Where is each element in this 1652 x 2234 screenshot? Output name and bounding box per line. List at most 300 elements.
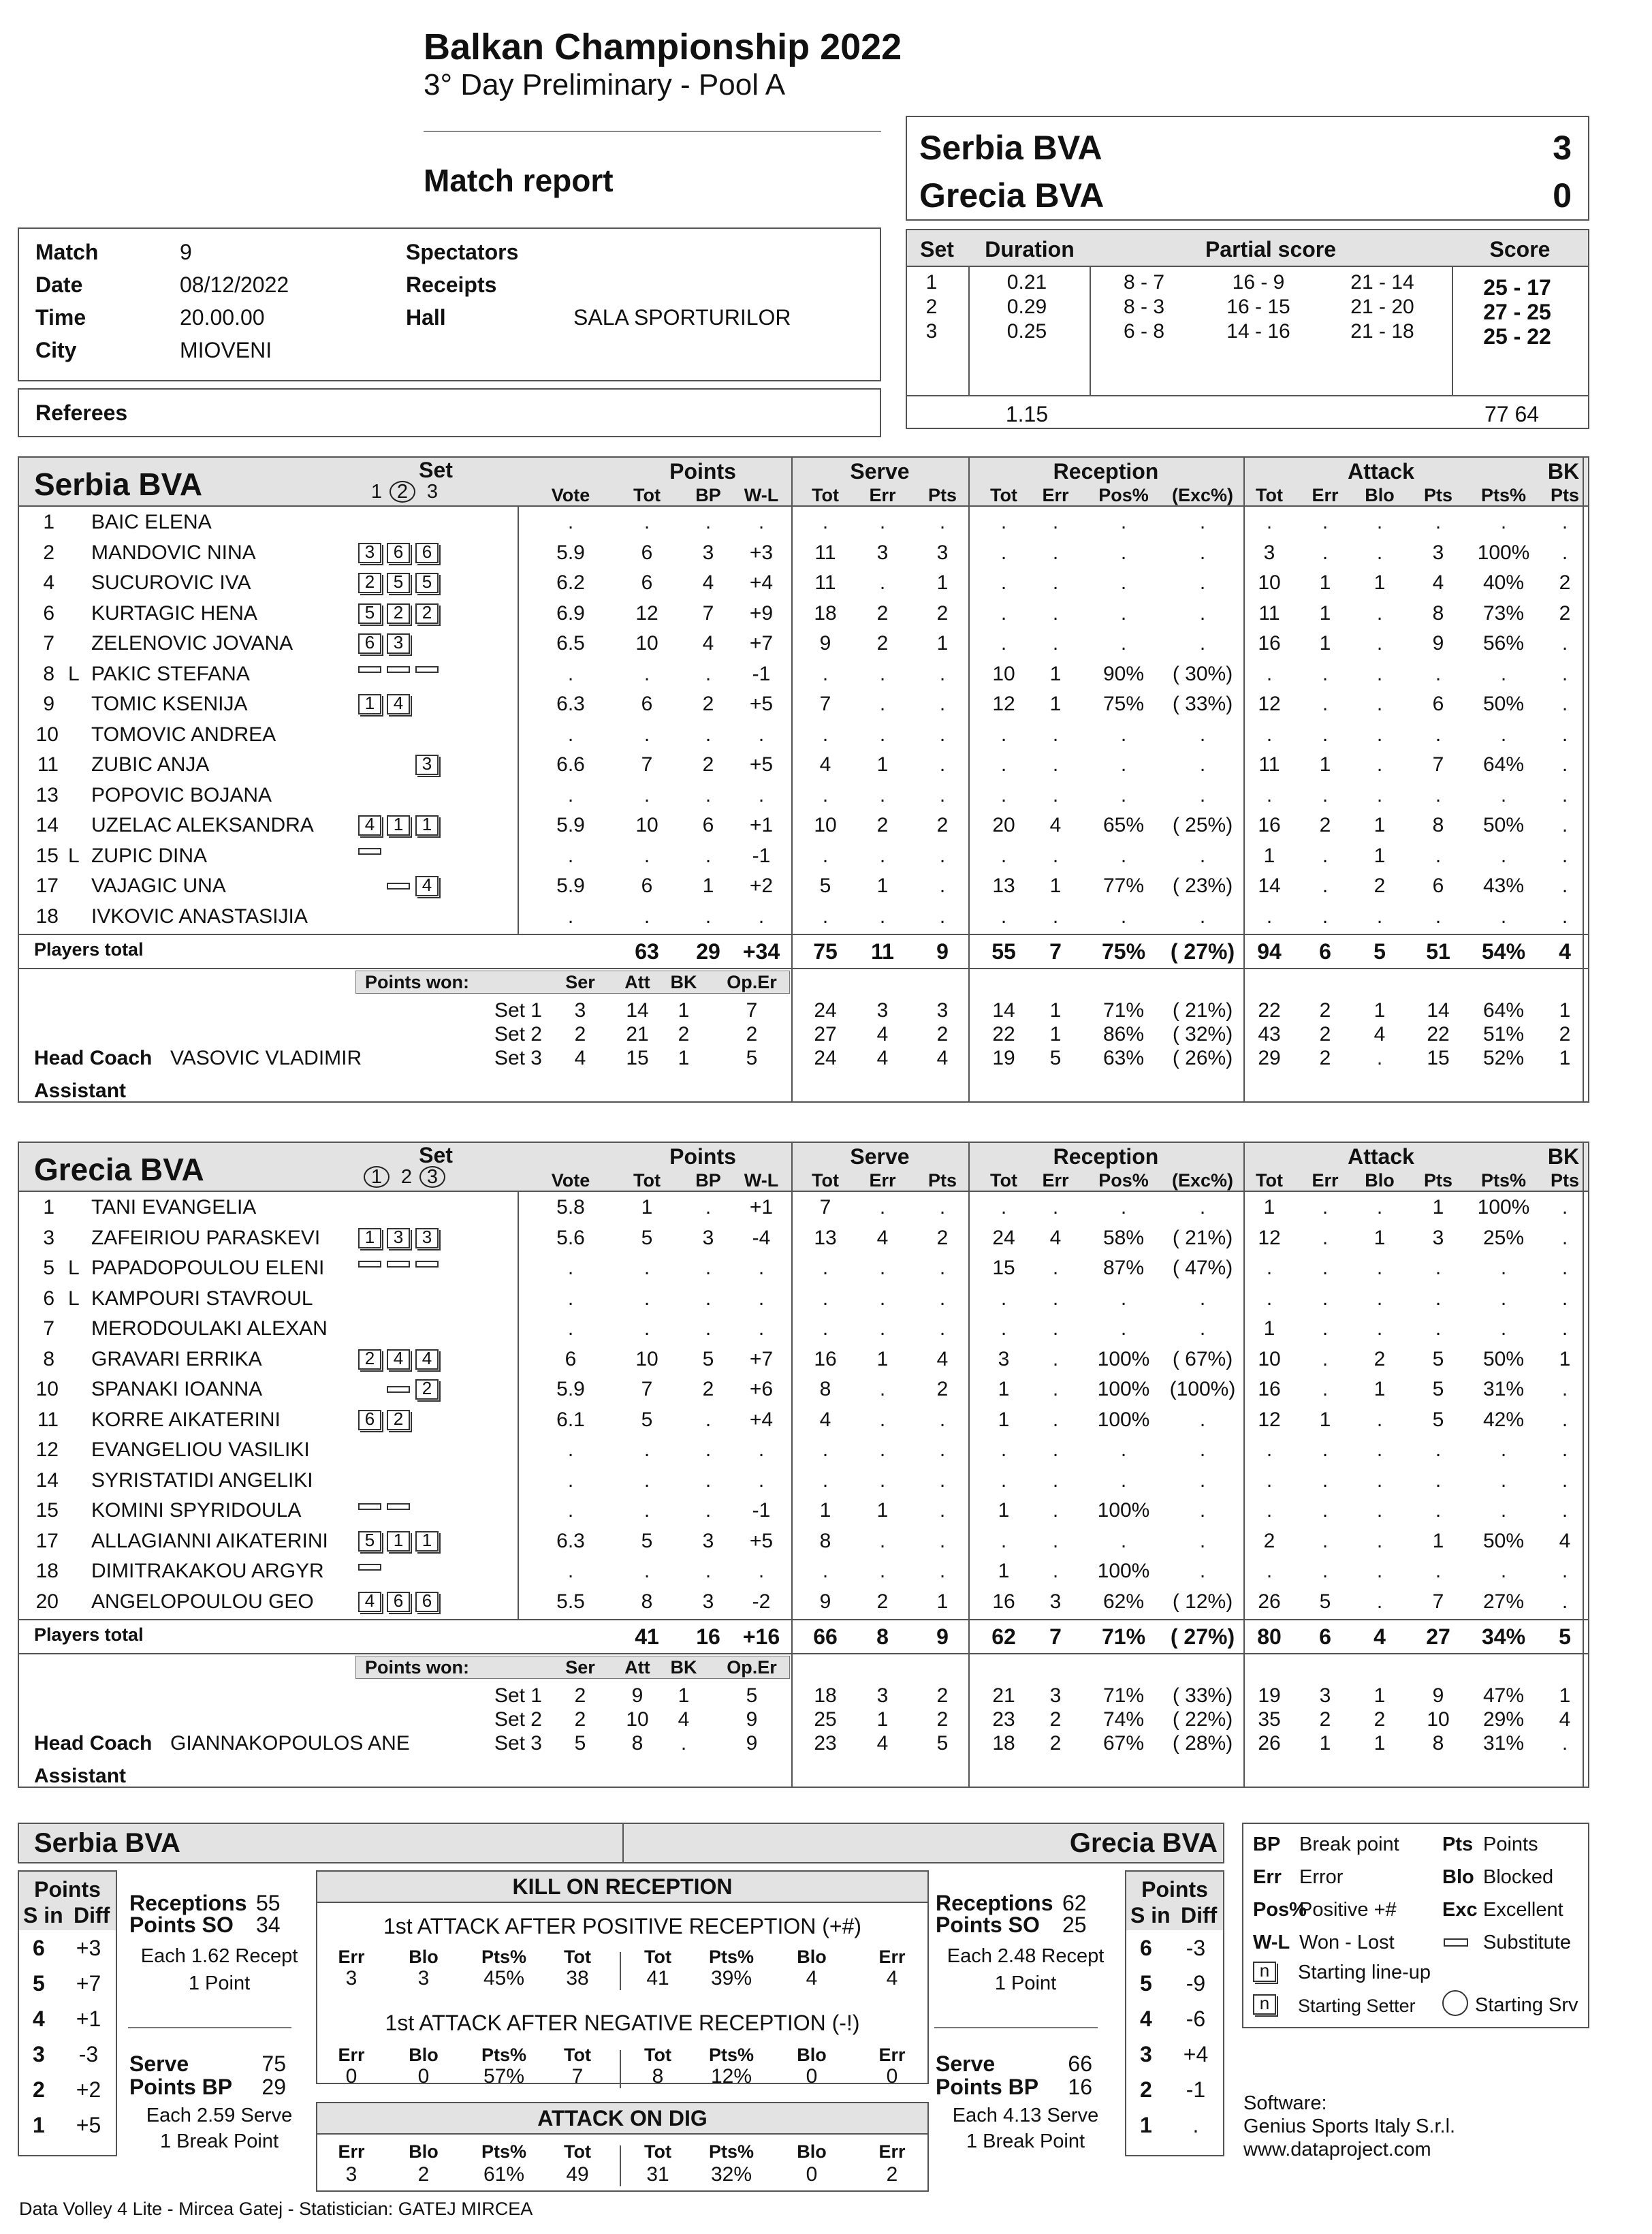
stat-r-pos: . xyxy=(1120,541,1127,564)
stat-s-tot: 9 xyxy=(819,1590,831,1613)
stat-bp: 2 xyxy=(702,1378,714,1400)
referees-label: Referees xyxy=(35,400,128,425)
set-stat-s-pts: 3 xyxy=(936,999,949,1022)
subheader-vote: Vote xyxy=(551,485,590,505)
points-won-col: Att xyxy=(624,972,650,992)
col-divider xyxy=(791,1142,793,1788)
stat-vote: . xyxy=(567,1468,574,1492)
set-stat-s-tot: 24 xyxy=(814,999,837,1022)
player-name: ZELENOVIC JOVANA xyxy=(91,632,293,655)
player-name: POPOVIC BOJANA xyxy=(91,783,272,806)
stat-s-pts: 1 xyxy=(936,632,949,655)
stat-r-exc: . xyxy=(1199,601,1206,625)
stat-a-tot: . xyxy=(1266,1468,1273,1492)
libero-flag: L xyxy=(68,1257,80,1279)
set-stat-a-tot: 35 xyxy=(1258,1708,1281,1731)
stat-bk: . xyxy=(1561,632,1568,655)
set-number-3: 3 xyxy=(426,481,439,503)
dig-col-header: Pts% xyxy=(708,2141,754,2162)
stat-a-tot: 16 xyxy=(1258,814,1281,836)
subheader-err: Err xyxy=(1312,1170,1339,1191)
subheader-tot: Tot xyxy=(633,485,661,505)
stat-s-tot: 13 xyxy=(814,1226,837,1249)
stat-a-pct: 43% xyxy=(1482,875,1525,897)
referees-box xyxy=(18,388,881,437)
dig-value: 0 xyxy=(806,2163,818,2186)
subheader-bp: BP xyxy=(695,1170,721,1191)
stat-wl: . xyxy=(758,1287,765,1310)
set-row-label: Set 2 xyxy=(494,1023,542,1045)
dig-value: 32% xyxy=(710,2163,752,2186)
set-stat-a-pct: 31% xyxy=(1482,1732,1525,1755)
kill-value: 8 xyxy=(652,2065,664,2088)
set-number-2: 2 xyxy=(390,481,415,503)
home-away-separator xyxy=(620,1952,621,1990)
player-number: 6 xyxy=(43,1287,54,1310)
serve-value: 66 xyxy=(1068,2051,1092,2076)
player-set-positions xyxy=(358,694,444,714)
set-stat-a-blo: . xyxy=(1376,1047,1383,1069)
set-stat-s-pts: 2 xyxy=(936,1023,949,1045)
starting-position: 6 xyxy=(387,1592,410,1612)
set-number: 1 xyxy=(925,271,938,294)
stat-wl: +3 xyxy=(749,541,774,564)
set-stat-a-err: 3 xyxy=(1319,1684,1331,1707)
stat-r-tot: 3 xyxy=(998,1347,1010,1370)
s-in-value: 1 xyxy=(1140,2113,1152,2137)
stat-bk: . xyxy=(1561,1378,1568,1400)
stat-a-blo: . xyxy=(1376,723,1383,746)
points-label: Points xyxy=(34,1877,101,1902)
stat-s-pts: . xyxy=(939,1499,946,1522)
points-won-col: Att xyxy=(624,1657,650,1678)
starting-serve-circle-icon xyxy=(1442,1990,1468,2016)
player-number: 15 xyxy=(35,1499,59,1522)
set-stat-a-blo: 1 xyxy=(1373,1732,1386,1755)
set-stat-r-tot: 14 xyxy=(992,999,1015,1022)
stat-tot: . xyxy=(644,1257,650,1279)
stat-s-tot: 16 xyxy=(814,1347,837,1370)
total-a-tot: 80 xyxy=(1257,1624,1282,1649)
partial-8: 8 - 7 xyxy=(1123,271,1165,294)
stat-r-pos: 100% xyxy=(1097,1347,1150,1370)
stat-a-blo: 2 xyxy=(1373,1347,1386,1370)
stat-a-pct: . xyxy=(1500,662,1507,685)
substitute-marker xyxy=(358,848,381,855)
points-bp-label: Points BP xyxy=(129,2075,233,2099)
stat-bp: . xyxy=(705,662,712,685)
starting-position: 4 xyxy=(387,694,410,714)
stat-r-tot: . xyxy=(1000,1468,1007,1492)
stat-tot: . xyxy=(644,1499,650,1522)
stat-a-blo: . xyxy=(1376,1317,1383,1340)
set-stat-oper: 7 xyxy=(746,999,758,1022)
stat-r-exc: . xyxy=(1199,1468,1206,1492)
kill-value: 7 xyxy=(571,2065,584,2088)
stat-r-tot: . xyxy=(1000,1529,1007,1552)
set-stat-s-err: 4 xyxy=(876,1732,889,1755)
stat-bk: . xyxy=(1561,1317,1568,1340)
stat-vote: . xyxy=(567,844,574,867)
partial-8: 6 - 8 xyxy=(1123,320,1165,343)
set-stat-a-blo: 1 xyxy=(1373,1684,1386,1707)
stat-tot: 5 xyxy=(641,1408,653,1431)
total-a-err: 6 xyxy=(1319,939,1331,964)
stat-bk: . xyxy=(1561,1257,1568,1279)
set-stat-ser: 3 xyxy=(574,999,586,1022)
title-divider xyxy=(424,131,881,132)
player-name: TOMIC KSENIJA xyxy=(91,693,248,715)
total-a-pct: 34% xyxy=(1481,1624,1526,1649)
s-in-value: 1 xyxy=(33,2113,45,2137)
stat-tot: . xyxy=(644,844,650,867)
stat-r-tot: 12 xyxy=(992,693,1015,715)
stat-a-tot: 1 xyxy=(1263,844,1275,867)
stat-a-tot: 16 xyxy=(1258,632,1281,655)
stat-a-tot: . xyxy=(1266,511,1273,533)
serve-label: Serve xyxy=(129,2051,189,2076)
stat-a-pts: . xyxy=(1435,844,1442,867)
stat-a-pts: 3 xyxy=(1432,541,1444,564)
legend-value: Points xyxy=(1483,1834,1538,1855)
stat-r-exc: . xyxy=(1199,632,1206,655)
stat-bp: 5 xyxy=(702,1347,714,1370)
head-coach-name: GIANNAKOPOULOS ANE xyxy=(170,1732,410,1755)
diff-value: -1 xyxy=(1186,2077,1206,2102)
stat-s-err: . xyxy=(879,1560,886,1582)
stat-r-tot: . xyxy=(1000,632,1007,655)
legend-key: Pts xyxy=(1442,1834,1474,1855)
substitute-marker xyxy=(387,883,410,890)
stat-vote: 6.5 xyxy=(556,632,585,655)
starting-setter-icon xyxy=(1253,1994,1279,2015)
stat-r-exc: . xyxy=(1199,844,1206,867)
time-label: Time xyxy=(35,305,86,330)
set-stat-a-err: 1 xyxy=(1319,1732,1331,1755)
set-stat-s-tot: 23 xyxy=(814,1732,837,1755)
match-date: 08/12/2022 xyxy=(180,272,289,297)
stat-a-pts: . xyxy=(1435,662,1442,685)
stat-r-exc: . xyxy=(1199,783,1206,806)
stat-a-pct: . xyxy=(1500,1438,1507,1461)
player-name: SPANAKI IOANNA xyxy=(91,1378,263,1400)
stat-r-err: 4 xyxy=(1049,1226,1062,1249)
stat-r-tot: . xyxy=(1000,601,1007,625)
set-stat-att: 8 xyxy=(631,1732,644,1755)
stat-r-exc: . xyxy=(1199,723,1206,746)
player-number: 13 xyxy=(35,783,59,806)
set-stat-a-pts: 22 xyxy=(1427,1023,1450,1045)
stat-s-err: 2 xyxy=(876,814,889,836)
kill-col-header: Tot xyxy=(564,2045,591,2065)
stat-bk: . xyxy=(1561,1590,1568,1613)
stat-bp: . xyxy=(705,1499,712,1522)
set-number-3: 3 xyxy=(419,1166,445,1188)
legend-key: Err xyxy=(1253,1866,1282,1888)
player-set-positions xyxy=(358,1440,444,1452)
stat-bk: . xyxy=(1561,783,1568,806)
stat-s-pts: 1 xyxy=(936,571,949,594)
stat-a-pts: . xyxy=(1435,1499,1442,1522)
set-stat-r-tot: 22 xyxy=(992,1023,1015,1045)
stat-bk: . xyxy=(1561,1468,1568,1492)
stat-r-pos: . xyxy=(1120,1196,1127,1218)
set-stat-oper: 9 xyxy=(746,1708,758,1731)
stat-tot: . xyxy=(644,783,650,806)
stat-bp: . xyxy=(705,1317,712,1340)
partial-score-header: Partial score xyxy=(1205,237,1337,262)
stat-a-blo: . xyxy=(1376,1408,1383,1431)
stat-s-tot: 4 xyxy=(819,1408,831,1431)
stat-s-tot: 4 xyxy=(819,753,831,776)
stat-r-pos: . xyxy=(1120,844,1127,867)
legend-value: Blocked xyxy=(1483,1866,1554,1888)
starting-position: 6 xyxy=(415,543,439,563)
starting-position: 4 xyxy=(415,876,439,896)
serve-header: Serve xyxy=(850,459,910,484)
total-r-tot: 62 xyxy=(991,1624,1016,1649)
receptions-value: 55 xyxy=(256,1891,281,1915)
stat-vote: 5.6 xyxy=(556,1226,585,1249)
divider xyxy=(1090,266,1091,395)
subheader-pts: Pts xyxy=(927,1170,957,1191)
stat-s-tot: 1 xyxy=(819,1499,831,1522)
team-name: Grecia BVA xyxy=(34,1152,204,1187)
stat-a-err: . xyxy=(1322,1347,1329,1370)
starting-setter-marker: n xyxy=(1253,1994,1276,2015)
total-s-tot: 66 xyxy=(813,1624,838,1649)
starting-position: 3 xyxy=(415,1228,439,1248)
stat-s-err: 2 xyxy=(876,601,889,625)
player-number: 1 xyxy=(43,511,54,533)
spectators-label: Spectators xyxy=(406,240,519,264)
player-number: 7 xyxy=(43,1317,54,1340)
subheader-blo: Blo xyxy=(1365,1170,1395,1191)
stat-vote: . xyxy=(567,662,574,685)
player-name: UZELAC ALEKSANDRA xyxy=(91,814,314,836)
stat-s-tot: . xyxy=(822,511,829,533)
stat-bk: . xyxy=(1561,904,1568,928)
dig-col-header: Err xyxy=(878,2141,906,2162)
total-a-blo: 4 xyxy=(1373,1624,1386,1649)
stat-a-pts: 5 xyxy=(1432,1408,1444,1431)
head-coach-name: VASOVIC VLADIMIR xyxy=(170,1047,362,1069)
points-so-value: 34 xyxy=(256,1913,281,1937)
set-stat-s-err: 4 xyxy=(876,1047,889,1069)
substitute-marker xyxy=(358,1503,381,1510)
set-stat-r-pos: 71% xyxy=(1102,999,1145,1022)
set-stat-a-err: 2 xyxy=(1319,1708,1331,1731)
stat-wl: +5 xyxy=(749,1529,774,1552)
set-stat-bkp: . xyxy=(1561,1732,1568,1755)
diff-value: +5 xyxy=(76,2113,101,2137)
stat-s-tot: 8 xyxy=(819,1529,831,1552)
total-duration: 1.15 xyxy=(1005,402,1049,426)
stat-s-err: 1 xyxy=(876,875,889,897)
stat-a-tot: . xyxy=(1266,1257,1273,1279)
starting-position: 1 xyxy=(387,815,410,836)
set-score: 25 - 17 xyxy=(1483,275,1551,300)
player-name: GRAVARI ERRIKA xyxy=(91,1347,262,1370)
legend-value: Excellent xyxy=(1483,1899,1563,1921)
starting-position: 2 xyxy=(415,603,439,624)
stat-tot: . xyxy=(644,662,650,685)
stat-tot: . xyxy=(644,1468,650,1492)
player-set-positions xyxy=(358,1470,444,1483)
reception-header: Reception xyxy=(1053,459,1159,484)
stat-bk: . xyxy=(1561,1196,1568,1218)
stat-a-pct: . xyxy=(1500,783,1507,806)
player-number: 18 xyxy=(35,904,59,928)
stat-wl: . xyxy=(758,1438,765,1461)
stat-r-exc: ( 30%) xyxy=(1172,662,1233,685)
set-stat-r-exc: ( 32%) xyxy=(1172,1023,1233,1045)
stat-tot: 6 xyxy=(641,875,653,897)
starting-position: 6 xyxy=(415,1592,439,1612)
stat-a-pts: . xyxy=(1435,1560,1442,1582)
player-set-positions xyxy=(358,1349,444,1370)
kill-col-header: Err xyxy=(338,1947,365,1967)
stat-r-tot: . xyxy=(1000,844,1007,867)
set-stat-att: 9 xyxy=(631,1684,644,1707)
stat-a-pct: 50% xyxy=(1482,1347,1525,1370)
substitute-icon xyxy=(1444,1938,1468,1947)
software-label: Software: xyxy=(1243,2092,1327,2114)
stat-r-err: . xyxy=(1052,1317,1059,1340)
stat-bp: 3 xyxy=(702,541,714,564)
stat-r-pos: 75% xyxy=(1102,693,1145,715)
set-stat-r-err: 1 xyxy=(1049,1023,1062,1045)
stat-r-exc: . xyxy=(1199,1499,1206,1522)
duration-header: Duration xyxy=(985,237,1075,262)
stat-tot: 7 xyxy=(641,753,653,776)
one-point: 1 Point xyxy=(188,1972,251,1994)
player-number: 3 xyxy=(43,1226,54,1249)
set-row-label: Set 3 xyxy=(494,1732,542,1755)
stat-a-err: . xyxy=(1322,1287,1329,1310)
stat-vote: 5.8 xyxy=(556,1196,585,1218)
stat-a-tot: 3 xyxy=(1263,541,1275,564)
stat-vote: 6.3 xyxy=(556,1529,585,1552)
diff-value: +2 xyxy=(76,2077,101,2102)
set-stat-r-exc: ( 28%) xyxy=(1172,1732,1233,1755)
set-stat-r-exc: ( 22%) xyxy=(1172,1708,1233,1731)
stat-a-pct: 31% xyxy=(1482,1378,1525,1400)
stat-bp: 6 xyxy=(702,814,714,836)
stat-bk: . xyxy=(1561,693,1568,715)
set-stat-a-pct: 64% xyxy=(1482,999,1525,1022)
stat-bk: . xyxy=(1561,1287,1568,1310)
total-wl: +16 xyxy=(742,1624,780,1649)
stat-r-tot: 24 xyxy=(992,1226,1015,1249)
player-set-positions xyxy=(358,1531,444,1552)
stat-a-tot: 11 xyxy=(1258,753,1280,776)
home-away-separator xyxy=(620,2145,621,2186)
stat-s-pts: 3 xyxy=(936,541,949,564)
subheader-err: Err xyxy=(1042,485,1069,505)
set-stat-att: 14 xyxy=(626,999,649,1022)
player-number: 18 xyxy=(35,1560,59,1582)
set-stat-a-tot: 19 xyxy=(1258,1684,1281,1707)
stat-wl: +1 xyxy=(749,1196,774,1218)
stat-a-blo: 1 xyxy=(1373,1226,1386,1249)
set-number-2: 2 xyxy=(400,1166,413,1188)
negative-attack-title: 1st ATTACK AFTER NEGATIVE RECEPTION (-!) xyxy=(385,2011,860,2035)
stat-s-tot: . xyxy=(822,662,829,685)
starting-position: 5 xyxy=(415,573,439,593)
positive-attack-title: 1st ATTACK AFTER POSITIVE RECEPTION (+#) xyxy=(383,1914,862,1938)
stat-s-err: . xyxy=(879,904,886,928)
stat-r-exc: ( 12%) xyxy=(1172,1590,1233,1613)
software-site: www.dataproject.com xyxy=(1243,2139,1431,2160)
player-name: DIMITRAKAKOU ARGYR xyxy=(91,1560,324,1582)
stat-tot: . xyxy=(644,1560,650,1582)
stat-a-err: . xyxy=(1322,1468,1329,1492)
stat-r-pos: 77% xyxy=(1102,875,1145,897)
set-stat-r-pos: 63% xyxy=(1102,1047,1145,1069)
set-stat-bk: 1 xyxy=(678,1047,690,1069)
set-stat-ser: 5 xyxy=(574,1732,586,1755)
stat-s-err: . xyxy=(879,1196,886,1218)
set-stat-r-err: 2 xyxy=(1049,1708,1062,1731)
subheader-tot: Tot xyxy=(1256,485,1283,505)
starting-position: 2 xyxy=(415,1379,439,1400)
player-name: KURTAGIC HENA xyxy=(91,601,257,625)
stat-a-blo: . xyxy=(1376,511,1383,533)
stat-vote: . xyxy=(567,723,574,746)
stat-s-pts: 2 xyxy=(936,1226,949,1249)
stat-bk: . xyxy=(1561,541,1568,564)
substitute-marker xyxy=(358,1564,381,1571)
stat-a-err: . xyxy=(1322,904,1329,928)
stat-r-pos: . xyxy=(1120,904,1127,928)
round-subtitle: 3° Day Preliminary - Pool A xyxy=(424,68,786,101)
stat-a-blo: 1 xyxy=(1373,1378,1386,1400)
player-number: 11 xyxy=(37,1408,59,1431)
stat-a-pts: 4 xyxy=(1432,571,1444,594)
col-divider xyxy=(1583,1142,1584,1788)
stat-s-pts: . xyxy=(939,1529,946,1552)
subheader-exc: (Exc%) xyxy=(1171,1170,1234,1191)
stat-a-blo: . xyxy=(1376,1287,1383,1310)
diff-value: +3 xyxy=(76,1936,101,1960)
stat-vote: 5.9 xyxy=(556,814,585,836)
stat-bp: . xyxy=(705,904,712,928)
subheader-pts: Pts xyxy=(1423,1170,1453,1191)
stat-r-err: . xyxy=(1052,511,1059,533)
home-sets-won: 3 xyxy=(1553,129,1572,167)
stat-a-pts: . xyxy=(1435,783,1442,806)
hall-label: Hall xyxy=(406,305,446,330)
subheader-wl: W-L xyxy=(744,485,779,505)
stat-r-pos: 87% xyxy=(1102,1257,1145,1279)
home-team-name: Serbia BVA xyxy=(919,129,1102,167)
set-stat-bkp: 1 xyxy=(1559,999,1571,1022)
stat-r-exc: (100%) xyxy=(1169,1378,1236,1400)
stat-wl: . xyxy=(758,723,765,746)
stat-vote: . xyxy=(567,511,574,533)
stat-r-pos: . xyxy=(1120,1468,1127,1492)
points-bp-value: 16 xyxy=(1068,2075,1092,2099)
player-number: 17 xyxy=(35,875,59,897)
kill-value: 0 xyxy=(886,2065,898,2088)
stat-r-tot: . xyxy=(1000,1317,1007,1340)
stat-r-tot: 15 xyxy=(992,1257,1015,1279)
away-team-name: Grecia BVA xyxy=(919,176,1105,215)
bk-header: BK xyxy=(1547,1144,1580,1169)
stat-a-tot: 1 xyxy=(1263,1317,1275,1340)
stat-s-tot: 5 xyxy=(819,875,831,897)
